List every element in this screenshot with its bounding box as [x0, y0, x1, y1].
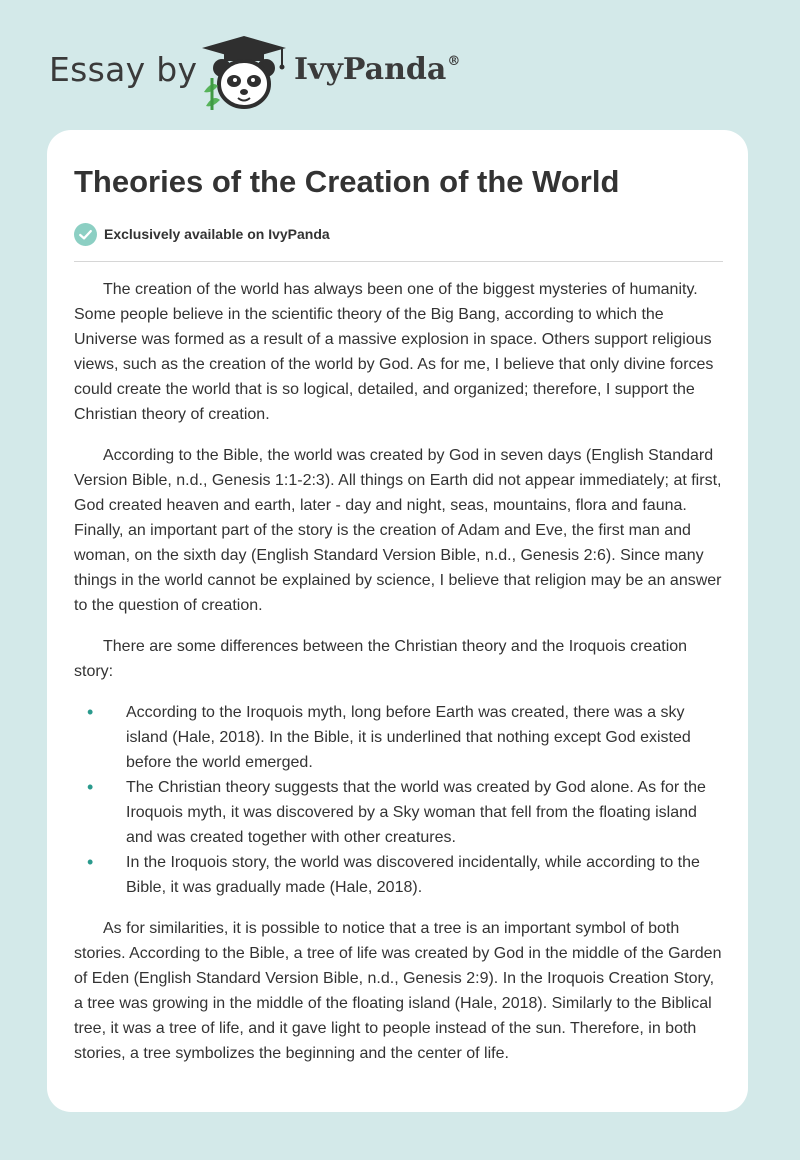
bullet-icon: •: [87, 702, 94, 722]
brand-name[interactable]: [294, 52, 460, 87]
title-divider: [74, 261, 723, 262]
paragraph: As for similarities, it is possible to notice that a tree is an important symbol of both stories. According to the Bible, a tree of life was created by God in the middle of the Garden of Eden (English Standard Version Bible, n.d., Genesis 2:9). In the Iroquois Creation Story, a tree was growing in the middle of the floating island (Hale, 2018). Similarly to the Biblical tree, it was a tree of life, and it gave light to people instead of the sun. Therefore, in both stories, a tree symbolizes the beginning and the center of life.: [74, 920, 722, 1062]
essay-body: [74, 277, 726, 1082]
list-item-text: According to the Iroquois myth, long before Earth was created, there was a sky island (Hale, 2018). In the Bible, it is underlined that nothing except God existed before the world emerged.: [126, 704, 691, 771]
brand-text: IvyPanda: [294, 52, 447, 87]
bullet-icon: •: [87, 852, 94, 872]
list-item: [74, 700, 726, 775]
bullet-icon: •: [87, 777, 94, 797]
paragraph: The creation of the world has always been one of the biggest mysteries of humanity. Some people believe in the scientific theory of the Big Bang, according to which the Universe was formed as a result of a massive explosion in space. Others support religious views, such as the creation of the world by God. As for me, I believe that only divine forces could create the world that is so logical, detailed, and organized; therefore, I support the Christian theory of creation.: [74, 281, 714, 423]
list-item-text: The Christian theory suggests that the world was created by God alone. As for the Iroquois myth, it was discovered by a Sky woman that fell from the floating island and was created together with other creatures.: [126, 779, 706, 846]
site-header: [0, 0, 800, 130]
paragraph: There are some differences between the Christian theory and the Iroquois creation story:: [74, 638, 688, 680]
list-item-text: In the Iroquois story, the world was discovered incidentally, while according to the Bible, it was gradually made (Hale, 2018).: [126, 854, 700, 896]
essay-title: Theories of the Creation of the World: [74, 164, 620, 199]
panda-graduate-icon[interactable]: [198, 32, 290, 110]
essay-card: [47, 130, 748, 1112]
registered-mark: ®: [447, 54, 461, 69]
differences-list: [74, 700, 726, 900]
exclusive-badge-text: Exclusively available on IvyPanda: [104, 226, 330, 242]
essay-by-label: Essay by: [49, 50, 198, 89]
check-circle-icon: [74, 223, 97, 246]
exclusive-badge: [74, 222, 330, 246]
list-item: [74, 850, 726, 900]
paragraph: According to the Bible, the world was created by God in seven days (English Standard Version Bible, n.d., Genesis 1:1-2:3). All things on Earth did not appear immediately; at first, God created heaven and earth, later - day and night, seas, mountains, flora and fauna. Finally, an important part of the story is the creation of Adam and Eve, the first man and woman, on the sixth day (English Standard Version Bible, n.d., Genesis 2:6). Since many things in the world cannot be explained by science, I believe that religion may be an answer to the question of creation.: [74, 447, 722, 614]
list-item: [74, 775, 726, 850]
